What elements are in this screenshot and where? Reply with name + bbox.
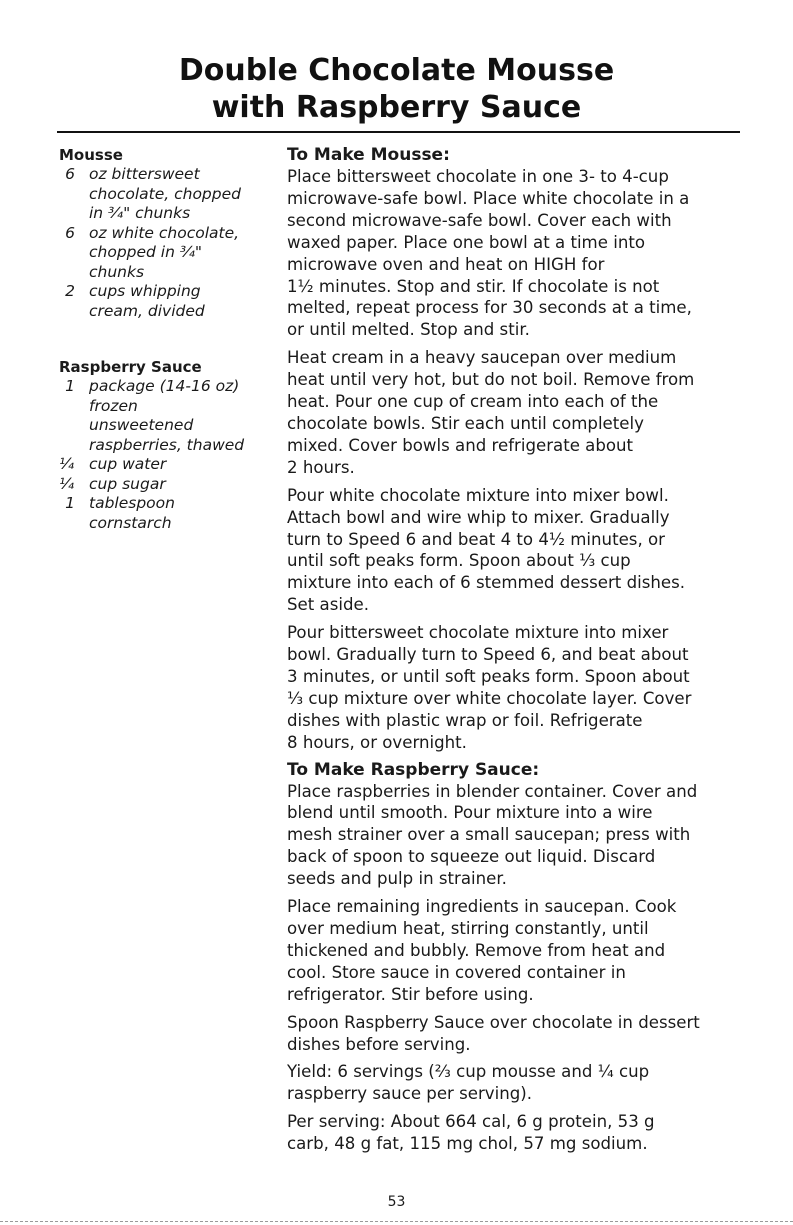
ingredient-text: cup sugar xyxy=(89,474,166,493)
ingredient-qty: ¼ xyxy=(59,455,75,473)
recipe-title: Double Chocolate Mousse with Raspberry Sauce xyxy=(178,53,615,125)
ingredient-text: cups whipping cream, divided xyxy=(89,282,205,320)
direction-paragraph: Heat cream in a heavy saucepan over medium heat until very hot, but do not boil. Remove from heat. Pour one cup of cream into each of the chocolate bowls. Stir each until completely mixed. Cover bowls and refrigerate about 2 hours. xyxy=(287,348,695,477)
sauce-directions-heading: To Make Raspberry Sauce: xyxy=(287,759,540,780)
ingredients-column xyxy=(59,146,279,533)
ingredient-text: oz bittersweet chocolate, chopped in ¾" chunks xyxy=(89,165,241,222)
page-number: 53 xyxy=(387,1194,406,1210)
title-divider xyxy=(57,131,740,133)
direction-paragraph: Place raspberries in blender container. Cover and blend until smooth. Pour mixture into a wire mesh strainer over a small saucepan; press with back of spoon to squeeze out liquid. Discard seeds and pulp in strainer. xyxy=(287,781,698,889)
direction-paragraph: Pour white chocolate mixture into mixer bowl. Attach bowl and wire whip to mixer. Gradually turn to Speed 6 and beat 4 to 4½ minutes, or until soft peaks form. Spoon about ⅓ cup mixture into each of 6 stemmed dessert dishes. Set aside. xyxy=(287,485,685,615)
page-bottom-edge xyxy=(0,1221,793,1222)
ingredient-item xyxy=(59,377,279,455)
ingredient-text: package (14-16 oz) frozen unsweetened raspberries, thawed xyxy=(89,377,245,454)
ingredient-qty: 2 xyxy=(65,282,75,300)
ingredient-item xyxy=(59,224,279,283)
ingredient-qty: 6 xyxy=(65,223,75,242)
direction-paragraph: Pour bittersweet chocolate mixture into mixer bowl. Gradually turn to Speed 6, and beat about 3 minutes, or until soft peaks form. Spoon about ⅓ cup mixture over white chocolate layer. Cover dishes with plastic wrap or foil. Refrigerate 8 hours, or overnight. xyxy=(287,623,692,752)
ingredient-item xyxy=(59,165,279,224)
mousse-directions-heading: To Make Mousse: xyxy=(287,145,450,165)
ingredient-item xyxy=(59,494,279,533)
directions-column xyxy=(287,145,743,1161)
direction-paragraph: Spoon Raspberry Sauce over chocolate in dessert dishes before serving. xyxy=(287,1012,700,1054)
ingredient-text: cup water xyxy=(89,455,167,473)
ingredient-item xyxy=(59,282,279,321)
mousse-ingredients-heading: Mousse xyxy=(59,146,123,164)
ingredient-item xyxy=(59,475,279,495)
ingredient-qty: ¼ xyxy=(59,474,75,493)
direction-paragraph: Place bittersweet chocolate in one 3- to 4-cup microwave-safe bowl. Place white chocolate in a second microwave-safe bowl. Cover each with waxed paper. Place one bowl at a time into microwave oven and heat on HIGH for 1½ minutes. Stop and stir. If chocolate is not melted, repeat process for 30 seconds at a time, or until melted. Stop and stir. xyxy=(287,167,692,340)
direction-paragraph: Place remaining ingredients in saucepan. Cook over medium heat, stirring constantly, until thickened and bubbly. Remove from heat and cool. Store sauce in covered container in refrigerator. Stir before using. xyxy=(287,897,677,1004)
ingredient-qty: 1 xyxy=(65,494,75,512)
ingredient-text: tablespoon cornstarch xyxy=(89,494,175,532)
ingredient-text: oz white chocolate, chopped in ¾" chunks xyxy=(89,223,240,281)
ingredient-item xyxy=(59,455,279,475)
sauce-ingredients xyxy=(59,358,279,533)
ingredient-qty: 1 xyxy=(65,377,75,395)
ingredient-qty: 6 xyxy=(65,165,75,183)
sauce-ingredients-heading: Raspberry Sauce xyxy=(59,358,202,376)
nutrition-text: Per serving: About 664 cal, 6 g protein, 53 g carb, 48 g fat, 115 mg chol, 57 mg sodium. xyxy=(287,1112,655,1154)
yield-text: Yield: 6 servings (⅔ cup mousse and ¼ cup raspberry sauce per serving). xyxy=(287,1062,650,1104)
mousse-ingredients xyxy=(59,146,279,321)
